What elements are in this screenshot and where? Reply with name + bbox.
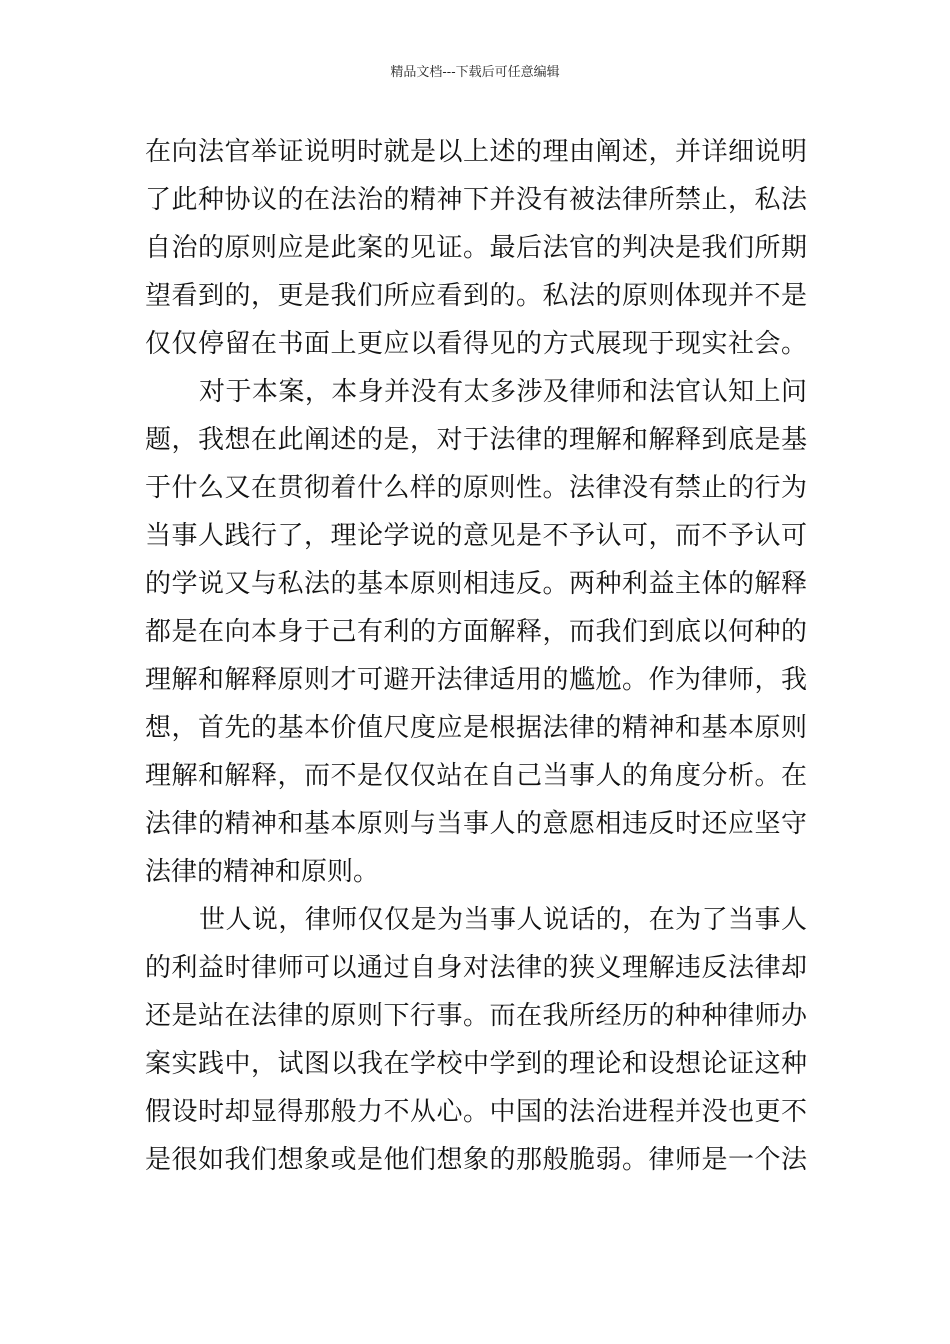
text-line: 都是在向本身于己有利的方面解释，而我们到底以何种的 — [145, 617, 807, 647]
page-header: 精品文档---下载后可任意编辑 — [390, 65, 560, 80]
document-body — [145, 128, 807, 1184]
text-line: 的利益时律师可以通过自身对法律的狭义理解违反法律却 — [145, 953, 807, 983]
text-line: 假设时却显得那般力不从心。中国的法治进程并没也更不 — [145, 1097, 807, 1127]
text-line: 想，首先的基本价值尺度应是根据法律的精神和基本原则 — [145, 713, 807, 743]
text-line: 当事人践行了，理论学说的意见是不予认可，而不予认可 — [145, 521, 807, 551]
text-line: 于什么又在贯彻着什么样的原则性。法律没有禁止的行为 — [145, 473, 807, 503]
text-line: 是很如我们想象或是他们想象的那般脆弱。律师是一个法 — [145, 1145, 807, 1175]
text-line: 还是站在法律的原则下行事。而在我所经历的种种律师办 — [145, 1001, 807, 1031]
text-line: 题，我想在此阐述的是，对于法律的理解和解释到底是基 — [145, 425, 807, 455]
text-line: 对于本案，本身并没有太多涉及律师和法官认知上问 — [199, 377, 807, 407]
text-line: 望看到的，更是我们所应看到的。私法的原则体现并不是 — [145, 281, 807, 311]
text-line: 案实践中，试图以我在学校中学到的理论和设想论证这种 — [145, 1049, 807, 1079]
text-line: 世人说，律师仅仅是为当事人说话的，在为了当事人 — [199, 905, 807, 935]
text-line: 自治的原则应是此案的见证。最后法官的判决是我们所期 — [145, 233, 807, 263]
text-line: 理解和解释原则才可避开法律适用的尴尬。作为律师，我 — [145, 665, 807, 695]
paragraph-3 — [145, 896, 807, 1184]
paragraph-2 — [145, 368, 807, 896]
paragraph-1 — [145, 128, 807, 368]
text-line: 在向法官举证说明时就是以上述的理由阐述，并详细说明 — [145, 137, 807, 167]
text-line: 了此种协议的在法治的精神下并没有被法律所禁止，私法 — [145, 185, 807, 215]
text-line: 的学说又与私法的基本原则相违反。两种利益主体的解释 — [145, 569, 807, 599]
text-line: 理解和解释，而不是仅仅站在自己当事人的角度分析。在 — [145, 761, 807, 791]
text-line: 法律的精神和基本原则与当事人的意愿相违反时还应坚守 — [145, 809, 807, 839]
text-line: 法律的精神和原则。 — [145, 857, 380, 887]
text-line: 仅仅停留在书面上更应以看得见的方式展现于现实社会。 — [145, 329, 807, 359]
